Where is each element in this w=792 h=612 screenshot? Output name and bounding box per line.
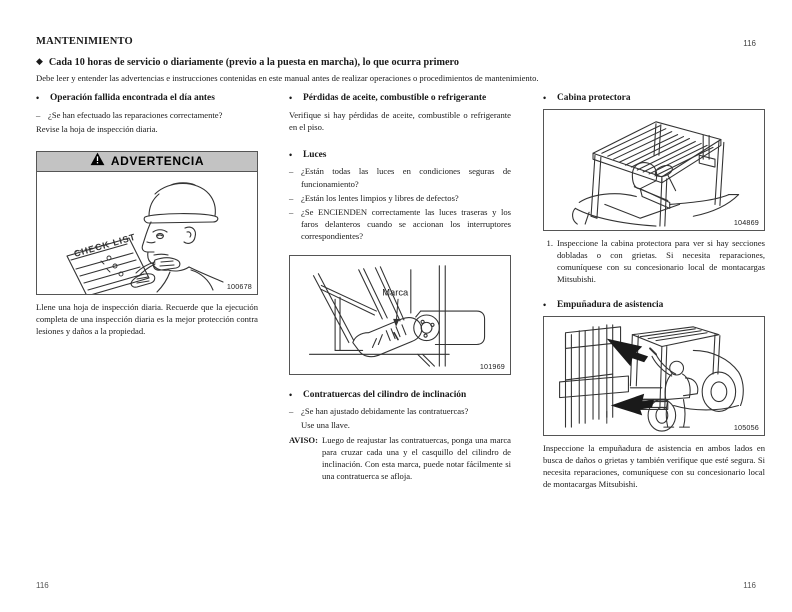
dash-icon: – — [289, 207, 294, 218]
footer-page-number-right: 116 — [743, 581, 756, 590]
left-dash-repairs-text: ¿Se han efectuado las reparaciones correctamente? — [48, 109, 223, 120]
dash-icon: – — [289, 406, 294, 417]
mid-para-wrench: Use una llave. — [301, 420, 350, 431]
bullet-icon: • — [543, 300, 547, 311]
figure-assist-grip — [543, 316, 765, 436]
list-number: 1. — [546, 237, 553, 248]
right-heading-overhead-guard-text: Cabina protectora — [557, 93, 631, 103]
left-dash-repairs — [36, 109, 258, 121]
dash-icon: – — [289, 192, 294, 203]
mid-dash-lenses-text: ¿Están los lentes limpios y libres de defectos? — [301, 192, 459, 203]
figure-number-tilt: 101969 — [479, 361, 505, 371]
dash-icon: – — [289, 166, 294, 177]
interval-heading-text: Cada 10 horas de servicio o diariamente (previo a la puesta en marcha), lo que ocurra primero — [48, 57, 459, 68]
figure-number-assist-grip: 105056 — [733, 422, 759, 432]
mid-para-leaks: Verifique si hay pérdidas de aceite, combustible o refrigerante en el piso. — [289, 109, 511, 132]
page-section-title: MANTENIMIENTO — [36, 36, 133, 47]
right-heading-overhead-guard — [543, 92, 765, 106]
bullet-icon: • — [289, 149, 293, 160]
notice-text: Luego de reajustar las contratuercas, ponga una marca para cruzar cada una y el casquillo del cilindro de inclinación. Con esta marca, puede notar fácilmente si una contratuerca se afloja. — [321, 434, 511, 482]
interval-heading — [36, 56, 756, 69]
right-heading-assist-grip — [543, 299, 765, 313]
diamond-bullet-icon: ◆ — [36, 56, 43, 66]
figure-overhead-guard — [543, 109, 765, 231]
figure-number-warning: 100678 — [226, 281, 252, 291]
notice-block — [289, 434, 511, 483]
bullet-icon: • — [289, 389, 293, 400]
mid-heading-locknuts-text: Contratuercas del cilindro de inclinación — [303, 389, 467, 400]
warning-illustration — [37, 172, 257, 294]
warning-triangle-icon — [90, 152, 105, 171]
mid-heading-leaks-text: Pérdidas de aceite, combustible o refrigerante — [303, 93, 487, 103]
right-heading-assist-grip-text: Empuñadura de asistencia — [557, 300, 664, 311]
mid-dash-switches — [289, 206, 511, 243]
left-column — [36, 92, 258, 340]
mid-dash-lights-safe-text: ¿Están todas las luces en condiciones seguras de funcionamiento? — [301, 166, 511, 189]
left-heading-operation — [36, 92, 258, 106]
mid-dash-lights-safe — [289, 165, 511, 189]
warning-banner — [37, 152, 257, 172]
figure-number-overhead-guard: 104869 — [733, 217, 759, 227]
right-num-item-1 — [543, 237, 765, 286]
warning-label: ADVERTENCIA — [110, 154, 205, 169]
mid-dash-switches-text: ¿Se ENCIENDEN correctamente las luces traseras y los faros delanteros cuando se accionan los interruptores correspondientes? — [301, 207, 511, 242]
middle-column — [289, 92, 511, 482]
bullet-icon: • — [36, 93, 40, 103]
figure-callout-marca: Marca — [382, 286, 409, 297]
right-num-item-1-text: Inspeccione la cabina protectora para ver si hay secciones dobladas o con grietas. Si necesita reparaciones, comuníquese con su concesionario local de montacargas Mitsubishi. — [557, 237, 765, 285]
mid-dash-lenses — [289, 192, 511, 204]
figure-tilt-cylinder — [289, 255, 511, 375]
mid-heading-lights-text: Luces — [303, 149, 327, 160]
header-page-number: 116 — [743, 39, 756, 48]
footer-page-number-left: 116 — [36, 581, 49, 590]
intro-paragraph: Debe leer y entender las advertencias e instrucciones contenidas en este manual antes de realizar operaciones o procedimientos de mantenimiento. — [36, 73, 539, 83]
mid-dash-locknuts — [289, 405, 511, 417]
right-column — [543, 92, 765, 493]
mid-heading-lights — [289, 149, 511, 163]
right-para-assist-grip: Inspeccione la empuñadura de asistencia en ambos lados en busca de daños o grietas y también verifique que esté segura. Si necesita reparaciones, comuníquese con su concesionario local de montacargas Mitsubishi. — [543, 442, 765, 490]
mid-dash-locknuts-text: ¿Se han ajustado debidamente las contratuercas? — [301, 406, 469, 417]
warning-box — [36, 151, 258, 295]
left-para-daily-sheet: Llene una hoja de inspección diaria. Recuerde que la ejecución completa de una inspección diaria es la mejor protección contra lesiones y daños a la propiedad. — [36, 301, 258, 337]
left-heading-operation-text: Operación fallida encontrada el día antes — [50, 93, 215, 103]
bullet-icon: • — [543, 93, 547, 103]
svg-text:CHECK LIST: CHECK LIST — [72, 231, 138, 259]
mid-heading-leaks — [289, 92, 511, 106]
dash-icon: – — [36, 109, 41, 120]
interval-heading-row — [36, 56, 756, 69]
bullet-icon: • — [289, 93, 293, 103]
mid-heading-locknuts — [289, 389, 511, 403]
left-para-inspection-sheet: Revise la hoja de inspección diaria. — [36, 123, 158, 134]
notice-label: AVISO: — [289, 434, 318, 445]
